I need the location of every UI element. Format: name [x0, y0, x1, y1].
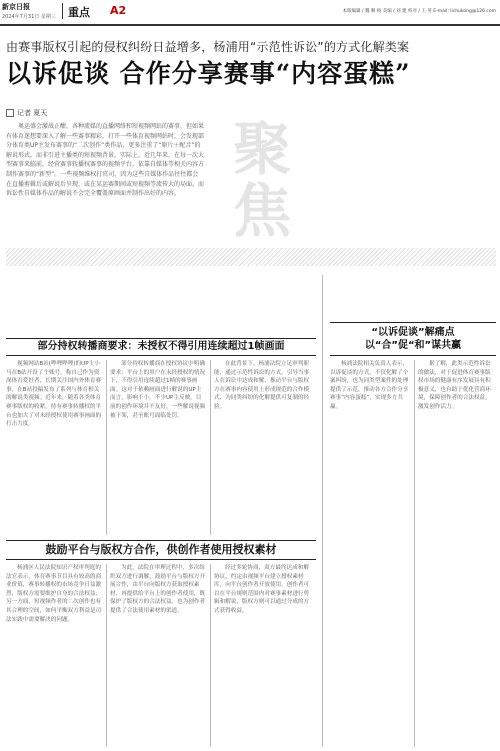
column-divider [210, 564, 211, 747]
byline-box-icon [6, 109, 14, 117]
column-divider [210, 360, 211, 535]
article-column-1: 视频网站B站(哔哩哔哩)的UP主小马在B站开设了个账号，称自己作为资深体育爱好者，长期关注国内外体育赛事，在B站投稿发布了系列与体育相关的解说类视频。近年来，随着各类体育赛事版权的收紧，持有赛事转播权的平台也加大了对未经授权使用赛事画面的打击力度。 [6, 361, 102, 428]
page-number: A2 [110, 4, 127, 17]
section-heading-2-text: 鼓励平台与版权方合作，供创作者使用授权素材 [45, 543, 277, 556]
masthead: 新京日报 [2, 3, 30, 11]
article-column-4: 杨浦区人民法院知识产权审判庭的法官表示，体育赛事节目具有较高的商业价值，赛事转播权的市场竞争日益激烈，版权方需要维护自身的合法权益；另一方面，短视频作者的二次创作也有其合理的空间，如何平衡双方利益是司法实践中需要解决的问题。 [6, 565, 102, 623]
byline [6, 108, 47, 118]
section-heading-3 [330, 322, 496, 356]
column-divider [414, 360, 415, 747]
article-column-2: 部分持权转播商在授权协议中明确要求：平台上的用户在未经授权的情况下，不得引用连续超过1帧的赛事画面。这对于依赖画面进行解说的UP主而言，影响不小。不少UP主反映，目前的创作环境并不友好，一些解说视频被下架，甚至账号面临处罚。 [110, 361, 206, 419]
section-heading-1-text: 部分持权转播商要求：未授权不得引用连续超过1帧画面 [37, 341, 285, 352]
article-column-8: 据了解，此类示范性诉讼的做法，对于促进体育赛事版权市场的健康有序发展具有积极意义，也有助于优化营商环境，保障创作者的合法权益，激发创作活力。 [418, 361, 491, 410]
page-header [0, 0, 500, 26]
watermark-characters: 聚焦 [223, 118, 291, 242]
article-subtitle: 由赛事版权引起的侵权纠纷日益增多，杨浦用“示范性诉讼”的方式化解类案 [6, 40, 410, 54]
article-column-3: 在此背景下，杨浦法院立足审判职能，通过示范性诉讼的方式，引导当事人在诉讼中达成和解，推动平台与版权方在赛事内容使用上形成规范的合作模式，为同类纠纷的化解提供可复制的经验。 [214, 361, 310, 410]
article-column-5: 为此，法院在审理过程中，多次组织双方进行调解，鼓励平台与版权方开展合作，由平台向版权方获取授权素材，再提供给平台上的创作者使用，既保护了版权方的合法权益，也为创作者提供了合法使用素材的渠道。 [110, 565, 206, 614]
section-divider [322, 275, 323, 747]
article-column-6: 经过多轮协商，双方最终达成和解协议，约定由视频平台建立授权素材库，向平台创作者开放使用，创作者可以在平台规则范围内对赛事素材进行剪辑和解说，版权方则可以通过分成的方式获得收益。 [214, 565, 310, 614]
section-heading-1 [6, 338, 316, 356]
header-divider [62, 3, 63, 19]
section-heading-2 [6, 540, 316, 560]
section-heading-3-text: “以诉促谈”解痛点 以“合”促“和”谋共赢 [364, 327, 462, 351]
article-column-7: 杨浦法院相关负责人表示，以诉促谈的方式，不仅化解了个案纠纷，也为同类型案件的处理提供了示范，推动各方合作分享赛事“内容蛋糕”，实现多方共赢。 [330, 361, 409, 410]
decorative-band [6, 248, 496, 266]
editor-credits: 本版编辑 / 魏 顺 杨 美编 / 刘 建 校对 / 王 英 E-mail: lichukong@126.com [342, 9, 496, 14]
column-divider [106, 360, 107, 535]
column-divider [106, 564, 107, 747]
article-title: 以诉促谈 合作分享赛事“内容蛋糕” [6, 59, 411, 88]
issue-date: 2024年7月31日 星期三 [2, 14, 56, 20]
article-intro: 奥运盛会激战正酣，各种流媒的直播网络和短视频网站的赛事，但如果有体育迷想要深入了解一些赛事精彩，打开一些体育视频网站时，会发现部分体育类UP主发布赛事的“二次创作”类作品，更多注重了“原片＋配音”的解说形式，而非引进主播类的短视频背景。实际上，近几年来，在每一次大型赛事来临前，经营赛事转播权赛事的视频平台，依靠自媒体等相关内容方制作赛事的“新型”。一些视频维权打官司，因为这些自媒体作品往往都会在直播剪辑后或解说后呈现，或在某运赛期间或短视频等流传大的局面。而诉讼性自媒体作品的解说不会完全覆盖原画面并制作出好的内容。 [6, 123, 204, 198]
section-name: 重点 [68, 6, 90, 19]
byline-text: 记者 夏天 [17, 109, 48, 117]
